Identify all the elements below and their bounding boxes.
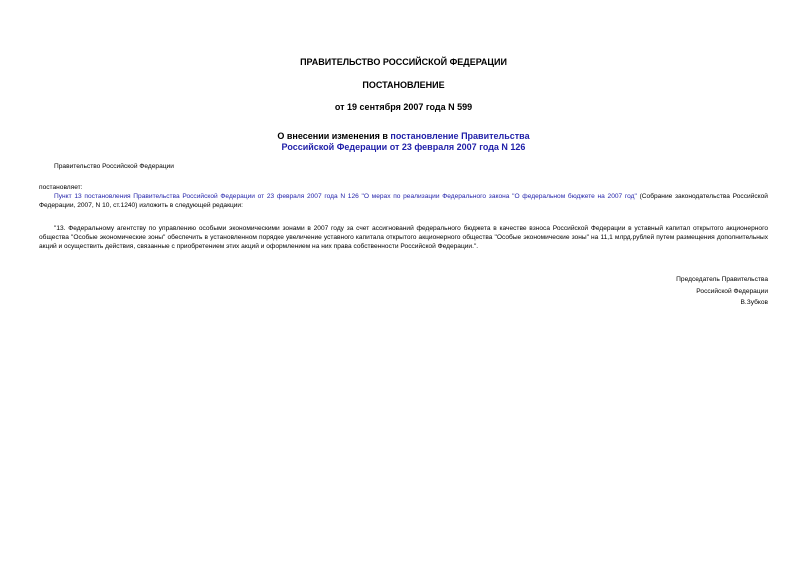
- document-title: [0, 131, 807, 142]
- document-title-line2: [0, 142, 807, 153]
- date-number-heading: от 19 сентября 2007 года N 599: [334, 102, 473, 112]
- paragraph-2: "13. Федеральному агентству по управлению особыми экономическими зонами в 2007 году за счет ассигнований федерального бюджета в качестве взноса Российской Федерации в уставный капитал открытого акционерного общества "Особые экономические зоны" обеспечить в установленном порядке увеличение уставного капитала открытого акционерного общества "Особые экономические зоны" на 11,1 млрд.рублей путем размещения дополнительных акций и осуществить действия, связанные с приобретением этих акций и оформлением на них права собственности Российской Федерации.".: [39, 225, 768, 251]
- decrees-text: постановляет:: [39, 184, 83, 191]
- paragraph-1-link[interactable]: Пункт 13 постановления Правительства Российской Федерации от 23 февраля 2007 года N 126 "О мерах по реализации Федерального закона "О федеральном бюджете на 2007 год": [54, 193, 637, 200]
- title-link-line1[interactable]: постановление Правительства: [390, 131, 530, 141]
- title-prefix: О внесении изменения в: [277, 131, 391, 141]
- paragraph-1-rest: (Собрание законодательства Российской Федерации, 2007, N 10, ст.1240) изложить в следующей редакции:: [39, 193, 768, 210]
- title-link-line2[interactable]: Российской Федерации от 23 февраля 2007 года N 126: [281, 142, 526, 152]
- signature-line1: Председатель Правительства: [676, 276, 768, 283]
- signature-name: В.Зубков: [740, 299, 768, 306]
- signature-block: [568, 274, 768, 309]
- doc-type-heading: ПОСТАНОВЛЕНИЕ: [362, 80, 445, 90]
- intro-text: Правительство Российской Федерации: [54, 163, 174, 170]
- signature-line2: Российской Федерации: [696, 287, 768, 295]
- paragraph-1: [39, 192, 768, 210]
- government-heading: ПРАВИТЕЛЬСТВО РОССИЙСКОЙ ФЕДЕРАЦИИ: [300, 57, 507, 67]
